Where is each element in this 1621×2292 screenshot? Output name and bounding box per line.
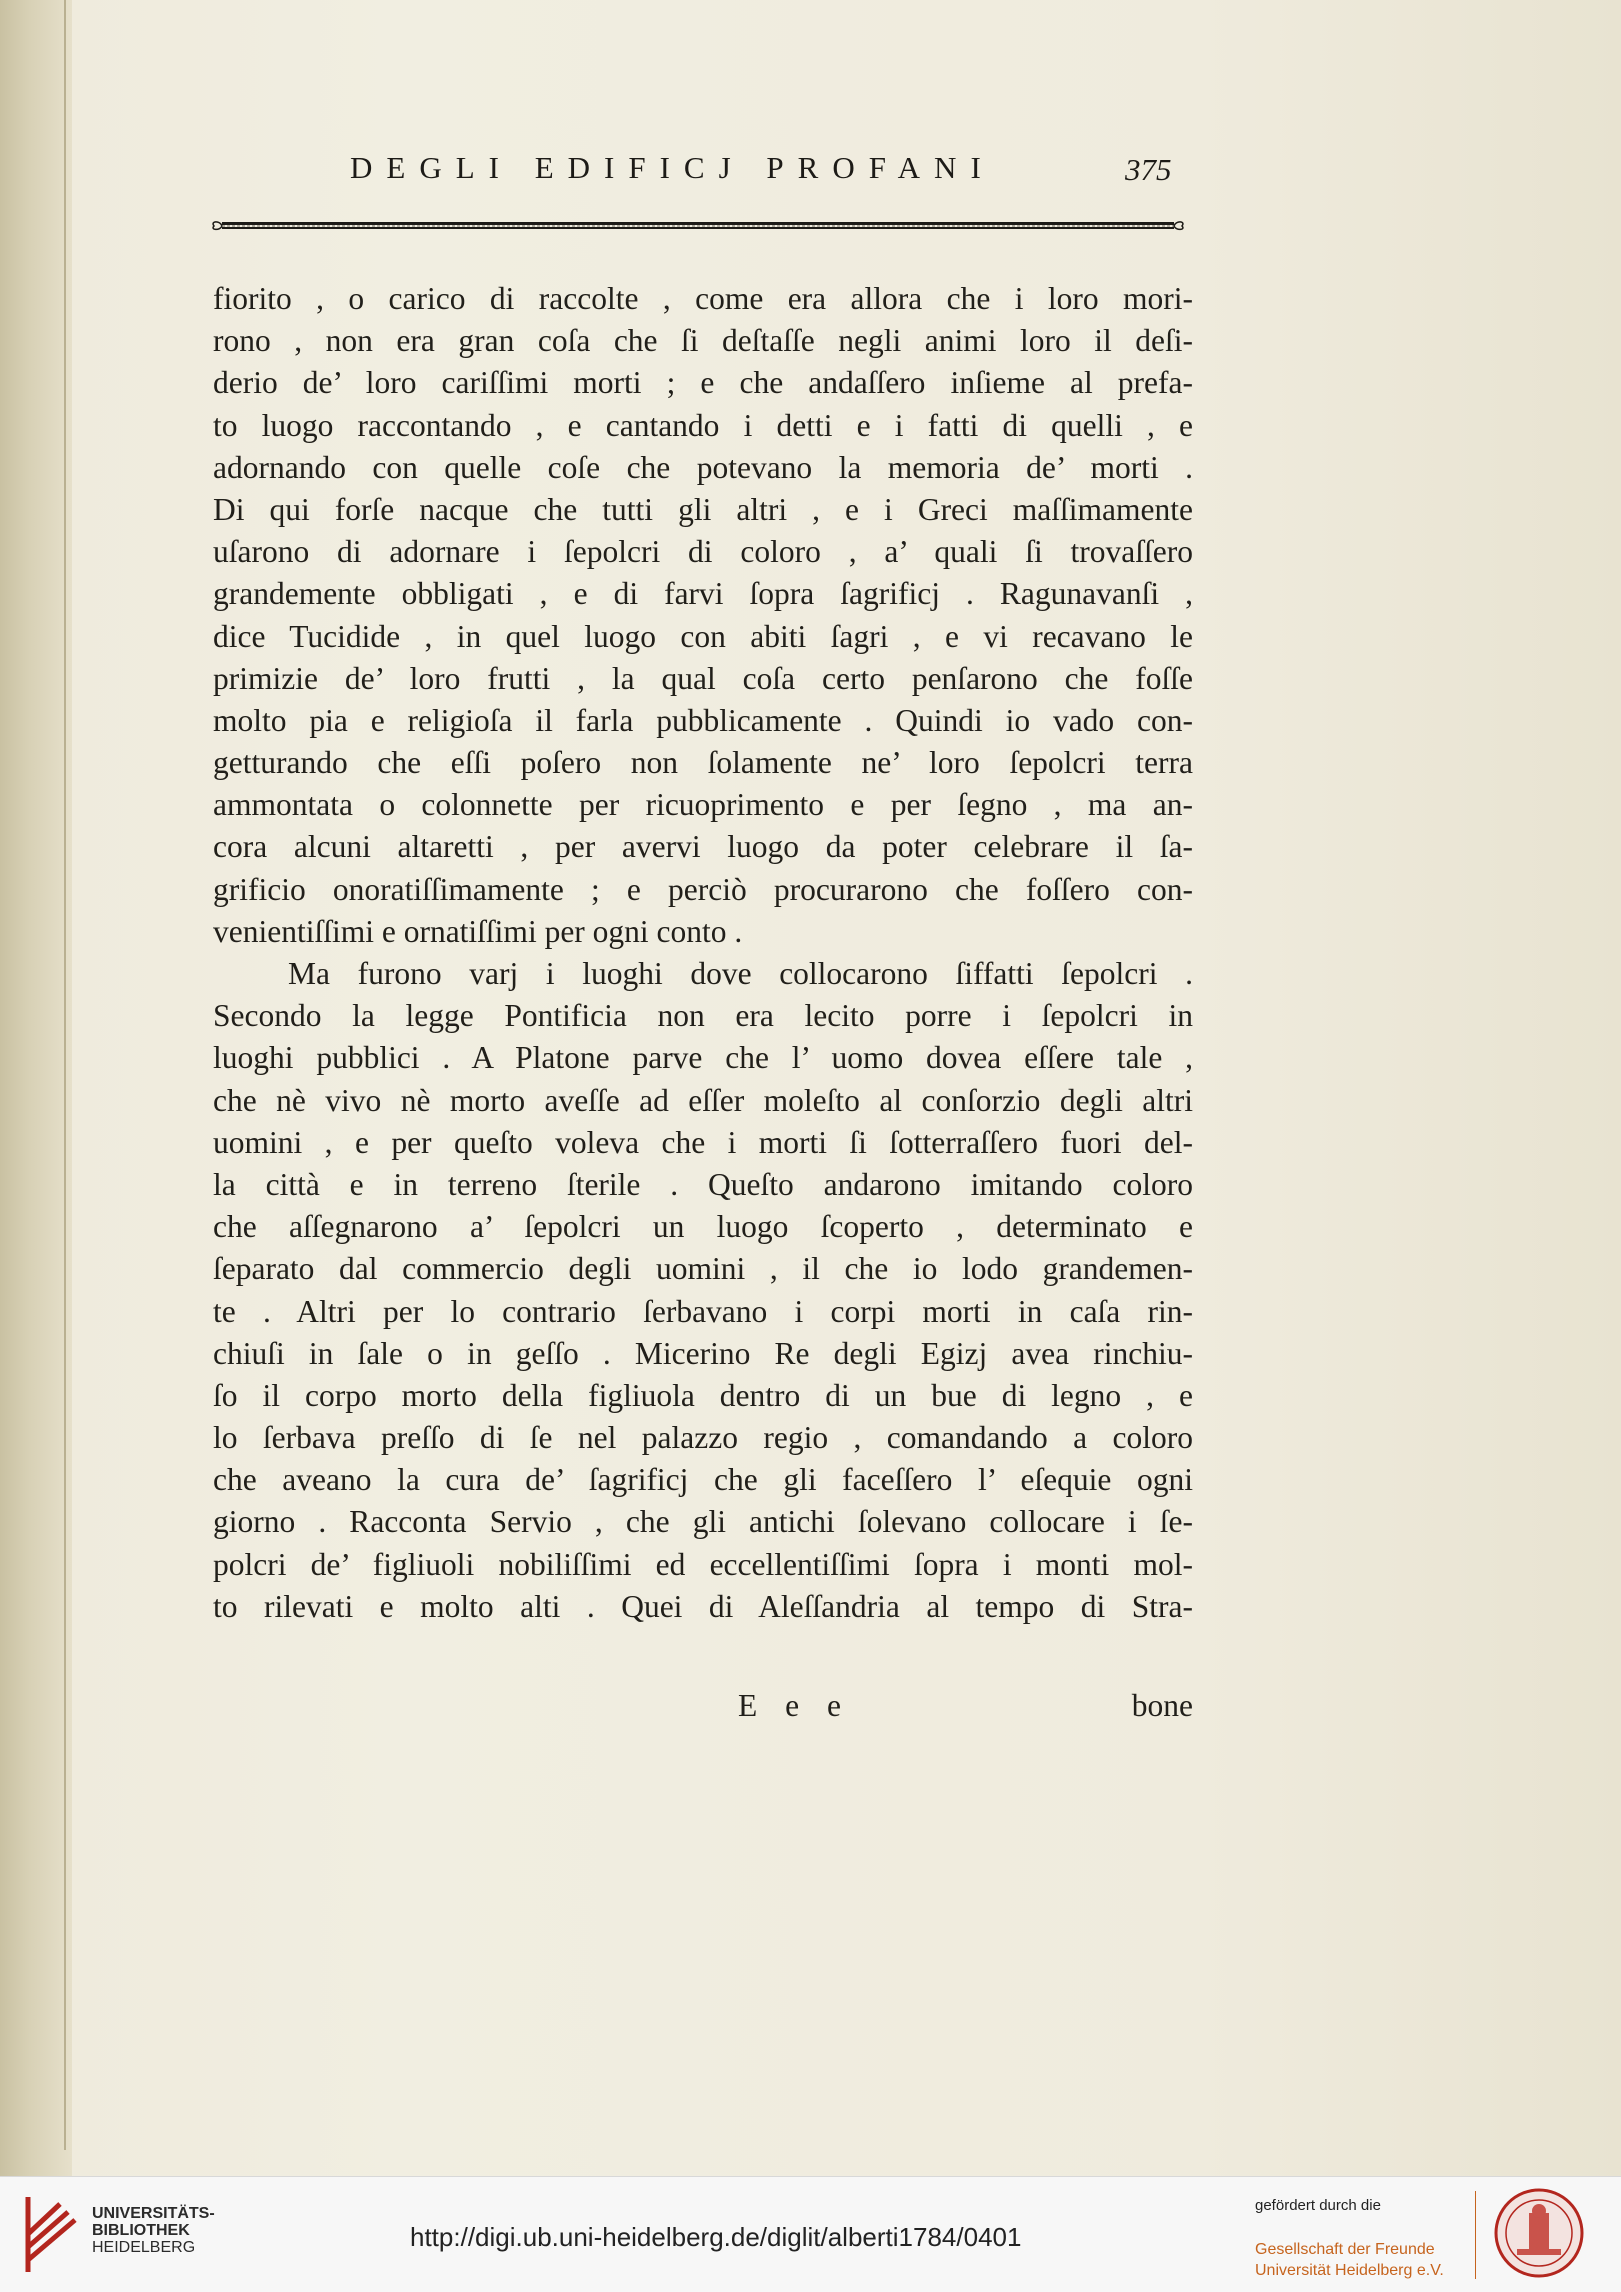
ornamental-rule xyxy=(208,218,1188,234)
sponsor-name-line: Gesellschaft der Freunde xyxy=(1255,2241,1435,2258)
text-line: adornando con quelle coſe che potevano la memoria de’ morti . xyxy=(213,449,1193,485)
text-line: rono , non era gran coſa che ſi deſtaſſe negli animi loro il deſi- xyxy=(213,323,1193,359)
text-line: uomini , e per queſto voleva che i morti ſi ſotterraſſero fuori del- xyxy=(213,1124,1193,1160)
library-name-line: HEIDELBERG xyxy=(92,2239,196,2256)
text-line: grificio onoratiſſimamente ; e perciò procurarono che foſſero con- xyxy=(213,871,1193,907)
text-line: chiuſi in ſale o in geſſo . Micerino Re degli Egizj avea rinchiu- xyxy=(213,1335,1193,1371)
text-line: che aſſegnarono a’ ſepolcri un luogo ſcoperto , determinato e xyxy=(213,1209,1193,1245)
text-line: getturando che eſſi poſero non ſolamente ne’ loro ſepolcri terra xyxy=(213,745,1193,781)
text-line: molto pia e religioſa il farla pubblicamente . Quindi io vado con- xyxy=(213,702,1193,738)
footer-bar xyxy=(0,2176,1621,2292)
footer-divider xyxy=(1475,2191,1476,2279)
text-line: ſeparato dal commercio degli uomini , il che io lodo grandemen- xyxy=(213,1251,1193,1287)
text-line: giorno . Racconta Servio , che gli antichi ſolevano collocare i ſe- xyxy=(213,1504,1193,1540)
text-line: fiorito , o carico di raccolte , come era allora che i loro mori- xyxy=(213,281,1193,316)
text-line: te . Altri per lo contrario ſerbavano i corpi morti in caſa rin- xyxy=(213,1293,1193,1329)
text-line: luoghi pubblici . A Platone parve che l’ uomo dovea eſſere tale , xyxy=(213,1040,1193,1076)
spine-edge xyxy=(64,0,66,2150)
page-number: 375 xyxy=(1125,152,1172,187)
text-line: cora alcuni altaretti , per avervi luogo da poter celebrare il ſa- xyxy=(213,829,1193,865)
body-text xyxy=(213,278,1193,1628)
text-line: la città e in terreno ſterile . Queſto andarono imitando coloro xyxy=(213,1166,1193,1202)
text-line: ammontata o colonnette per ricuoprimento e per ſegno , ma an- xyxy=(213,787,1193,823)
text-line: Ma furono varj i luoghi dove collocarono ſiffatti ſepolcri . xyxy=(288,956,1193,991)
text-line: venientiſſimi e ornatiſſimi per ogni conto . xyxy=(213,913,743,949)
text-line: to luogo raccontando , e cantando i detti e i fatti di quelli , e xyxy=(213,407,1193,443)
text-line: che nè vivo nè morto aveſſe ad eſſer moleſto al conſorzio degli altri xyxy=(213,1082,1193,1118)
ub-heidelberg-logo-icon xyxy=(20,2192,80,2277)
running-title: DEGLI EDIFICJ PROFANI xyxy=(350,150,995,185)
page-header xyxy=(200,150,1200,190)
text-line: grandemente obbligati , e di farvi ſopra ſagrificj . Ragunavanſi , xyxy=(213,576,1193,612)
text-line: che aveano la cura de’ ſagrificj che gli faceſſero l’ eſequie ogni xyxy=(213,1462,1193,1498)
library-name xyxy=(92,2205,215,2256)
text-line: to rilevati e molto alti . Quei di Aleſſandria al tempo di Stra- xyxy=(213,1588,1193,1624)
text-line: Secondo la legge Pontificia non era lecito porre i ſepolcri in xyxy=(213,998,1193,1034)
text-line: primizie de’ loro frutti , la qual coſa certo penſarono che foſſe xyxy=(213,660,1193,696)
library-name-line: UNIVERSITÄTS- xyxy=(92,2205,215,2222)
catchword: bone xyxy=(1131,1688,1193,1723)
book-spine xyxy=(0,0,72,2176)
text-line: Di qui forſe nacque che tutti gli altri , e i Greci maſſimamente xyxy=(213,491,1193,527)
text-line: polcri de’ figliuoli nobiliſſimi ed eccellentiſſimi ſopra i monti mol- xyxy=(213,1546,1193,1582)
sponsor-name[interactable] xyxy=(1255,2239,1444,2281)
library-name-line: BIBLIOTHEK xyxy=(92,2222,190,2239)
text-line: ſo il corpo morto della figliuola dentro di un bue di legno , e xyxy=(213,1377,1193,1413)
catch-line xyxy=(213,1688,1193,1730)
signature-mark: E e e xyxy=(738,1688,851,1723)
permalink-url[interactable]: http://digi.ub.uni-heidelberg.de/diglit/alberti1784/0401 xyxy=(410,2222,1022,2252)
sponsor-name-line: Universität Heidelberg e.V. xyxy=(1255,2262,1444,2279)
text-line: lo ſerbava preſſo di ſe nel palazzo regio , comandando a coloro xyxy=(213,1420,1193,1456)
text-line: derio de’ loro cariſſimi morti ; e che andaſſero inſieme al prefa- xyxy=(213,365,1193,401)
university-seal-icon xyxy=(1493,2187,1585,2279)
text-line: uſarono di adornare i ſepolcri di coloro , a’ quali ſi trovaſſero xyxy=(213,534,1193,570)
text-line: dice Tucidide , in quel luogo con abiti ſagri , e vi recavano le xyxy=(213,618,1193,654)
funded-by-label: gefördert durch die xyxy=(1255,2197,1381,2214)
